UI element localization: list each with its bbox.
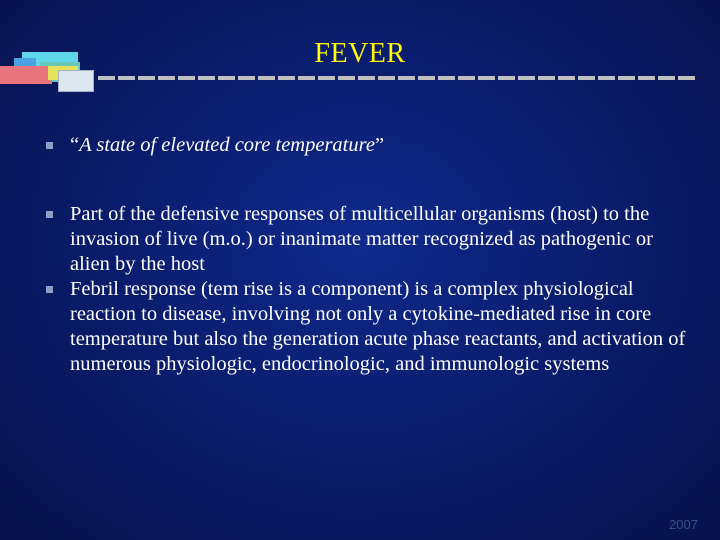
footer-year: 2007 [669, 517, 698, 532]
bullet-text: Part of the defensive responses of multicellular organisms (host) to the invasion of live (m.o.) or inanimate matter recognized as pathogenic or alien by the host [70, 203, 653, 275]
definition-close-quote: ” [374, 134, 385, 156]
bullet-item-defensive-response [46, 202, 686, 277]
title-dashed-rule [98, 76, 698, 80]
bullet-item-definition [46, 133, 686, 158]
bullet-list-main [46, 202, 686, 377]
bullet-square-icon [46, 211, 53, 218]
bullet-text: Febril response (tem rise is a component) is a complex physiological reaction to disease, involving not only a cytokine-mediated rise in core temperature but also the generation acute phase reactants, and activation of numerous physiologic, endocrinologic, and immunologic systems [70, 278, 686, 375]
bullet-square-icon [46, 142, 53, 149]
bullet-item-febril-response [46, 277, 686, 377]
bullet-square-icon [46, 286, 53, 293]
logo-block-white [58, 70, 94, 92]
definition-open-quote: “ [70, 134, 80, 156]
slide-title: FEVER [314, 38, 406, 69]
bullet-list-definition [46, 133, 686, 158]
definition-text: A state of elevated core temperature [79, 134, 375, 156]
